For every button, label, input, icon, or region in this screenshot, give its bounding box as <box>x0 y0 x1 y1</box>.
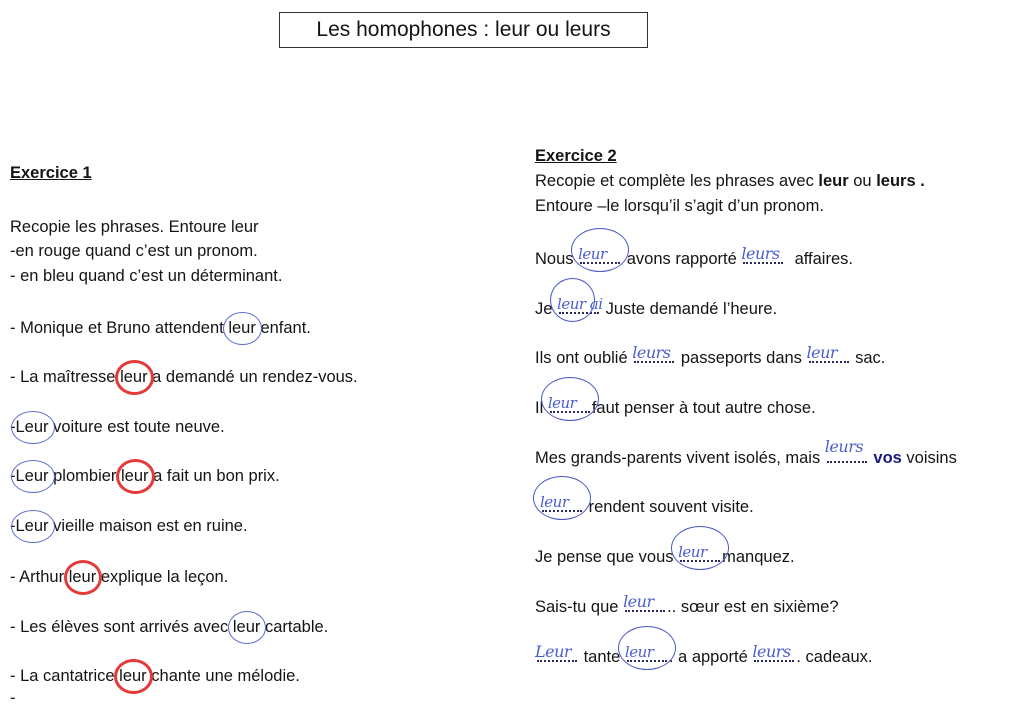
circled-word-pronoun: leur <box>119 666 147 686</box>
instruction-text: Recopie et complète les phrases avec <box>535 172 819 190</box>
sentence-text: - La cantatrice <box>10 667 115 685</box>
handwritten-answer: leur <box>547 394 577 412</box>
sentence-text: Je pense que vous <box>535 548 674 566</box>
blue-circle <box>533 476 591 520</box>
answer-blank <box>557 295 603 314</box>
handwritten-answer: leur <box>678 543 707 561</box>
handwritten-answer: leurs <box>752 642 791 661</box>
circled-word-determinant: leur <box>228 318 256 338</box>
sentence-text: voisins <box>906 449 957 467</box>
exercise2-sentence <box>535 394 816 418</box>
exercise2-sentence <box>535 244 853 269</box>
sentence-text: - Arthur <box>10 568 65 586</box>
handwritten-answer: leur <box>806 343 838 362</box>
answer-blank <box>547 394 590 413</box>
exercise2-heading: Exercice 2 <box>535 147 617 165</box>
exercise1-sentence <box>10 367 358 387</box>
instruction-bold: leurs . <box>876 172 925 190</box>
crossed-out-word: vos <box>873 449 902 467</box>
blue-circle <box>671 526 729 570</box>
sentence-text: vieille maison est en ruine. <box>53 517 248 535</box>
handwritten-answer: leurs <box>741 244 780 263</box>
answer-blank <box>535 642 577 662</box>
answer-blank <box>806 343 849 363</box>
exercise2-sentence <box>540 493 754 517</box>
sentence-text: Il <box>535 399 544 417</box>
handwritten-answer: leurs <box>824 437 864 456</box>
sentence-text: cartable. <box>264 618 329 636</box>
sentence-text: explique la leçon. <box>100 568 229 586</box>
handwritten-answer: Leur <box>535 642 572 661</box>
exercise2-sentence <box>535 543 795 567</box>
sentence-text: . a apporté <box>668 648 748 666</box>
exercise1-instruction: - en bleu quand c’est un déterminant. <box>10 267 283 285</box>
sentence-text: Mes grands-parents vivent isolés, mais <box>535 449 821 467</box>
sentence-text: chante une mélodie. <box>151 667 300 685</box>
instruction-bold: leur <box>818 172 849 190</box>
sentence-text: rendent souvent visite. <box>588 498 754 516</box>
sentence-text: - <box>10 517 16 535</box>
exercise2-instruction <box>535 171 925 191</box>
sentence-text: - La maîtresse <box>10 368 116 386</box>
handwritten-answer: leur <box>540 493 569 511</box>
answer-blank <box>752 642 794 662</box>
sentence-text: a fait un bon prix. <box>153 467 280 485</box>
sentence-text: manquez. <box>722 548 795 566</box>
circled-word-pronoun: leur <box>69 567 97 587</box>
handwritten-answer: leur <box>623 592 654 611</box>
trailing-dash: - <box>10 689 16 707</box>
sentence-text: Juste demandé l’heure. <box>605 300 778 318</box>
handwritten-answer: leurs <box>632 343 671 362</box>
sentence-text: - Les élèves sont arrivés avec <box>10 618 229 636</box>
exercise2-sentence <box>535 592 839 617</box>
sentence-text: affaires. <box>794 250 853 268</box>
exercise1-sentence <box>10 666 300 686</box>
blue-circle <box>571 228 629 272</box>
sentence-text: Ils ont oublié <box>535 349 628 367</box>
answer-blank <box>824 437 867 463</box>
exercise2-sentence <box>535 642 873 667</box>
sentence-text: faut penser à tout autre chose. <box>591 399 816 417</box>
answer-blank <box>678 543 720 562</box>
circled-word-pronoun: leur <box>120 367 148 387</box>
answer-blank <box>632 343 674 363</box>
answer-blank <box>624 643 667 662</box>
answer-blank <box>741 244 783 264</box>
exercise2-sentence <box>535 295 778 319</box>
exercise1-sentence <box>10 567 228 587</box>
exercise1-sentence <box>10 516 248 536</box>
page-title: Les homophones : leur ou leurs <box>279 12 648 48</box>
sentence-text: - Monique et Bruno attendent <box>10 319 224 337</box>
blue-circle <box>618 626 676 670</box>
sentence-text: enfant. <box>260 319 311 337</box>
sentence-text: - <box>10 418 16 436</box>
sentence-text: passeports dans <box>680 349 802 367</box>
answer-blank <box>540 493 582 512</box>
exercise1-sentence <box>10 617 328 637</box>
exercise1-sentence <box>10 417 225 437</box>
answer-blank <box>623 592 665 612</box>
sentence-text: - <box>10 467 16 485</box>
exercise1-instruction: Recopie les phrases. Entoure leur <box>10 218 259 236</box>
circled-word-determinant: Leur <box>16 516 49 536</box>
sentence-text: avons rapporté <box>626 250 737 268</box>
exercise1-instruction: -en rouge quand c’est un pronom. <box>10 242 258 260</box>
handwritten-answer: leur <box>624 643 654 661</box>
instruction-text: ou <box>848 172 877 190</box>
handwritten-answer: leur <box>578 245 607 263</box>
sentence-text: . cadeaux. <box>796 648 873 666</box>
sentence-text: plombier <box>53 467 117 485</box>
sentence-text: voiture est toute neuve. <box>53 418 225 436</box>
circled-word-determinant: Leur <box>16 466 49 486</box>
exercise2-instruction: Entoure –le lorsqu’il s’agit d’un pronom. <box>535 197 824 215</box>
exercise1-heading: Exercice 1 <box>10 164 92 182</box>
sentence-text: tante <box>583 648 621 666</box>
sentence-text: Je <box>535 300 553 318</box>
blue-circle <box>541 377 599 421</box>
sentence-text: a demandé un rendez-vous. <box>152 368 358 386</box>
exercise2-sentence <box>535 343 886 368</box>
sentence-text: Sais-tu que <box>535 598 619 616</box>
answer-blank <box>578 245 620 264</box>
sentence-text: sac. <box>855 349 886 367</box>
sentence-text: Nous <box>535 250 574 268</box>
exercise1-sentence <box>10 318 311 338</box>
sentence-text: .. sœur est en sixième? <box>667 598 839 616</box>
handwritten-answer: leur ai <box>557 295 603 313</box>
circled-word-pronoun: leur <box>121 466 149 486</box>
exercise2-sentence <box>535 437 957 468</box>
circled-word-determinant: Leur <box>16 417 49 437</box>
circled-word-determinant: leur <box>233 617 261 637</box>
exercise1-sentence <box>10 466 280 486</box>
blue-circle <box>550 278 595 322</box>
